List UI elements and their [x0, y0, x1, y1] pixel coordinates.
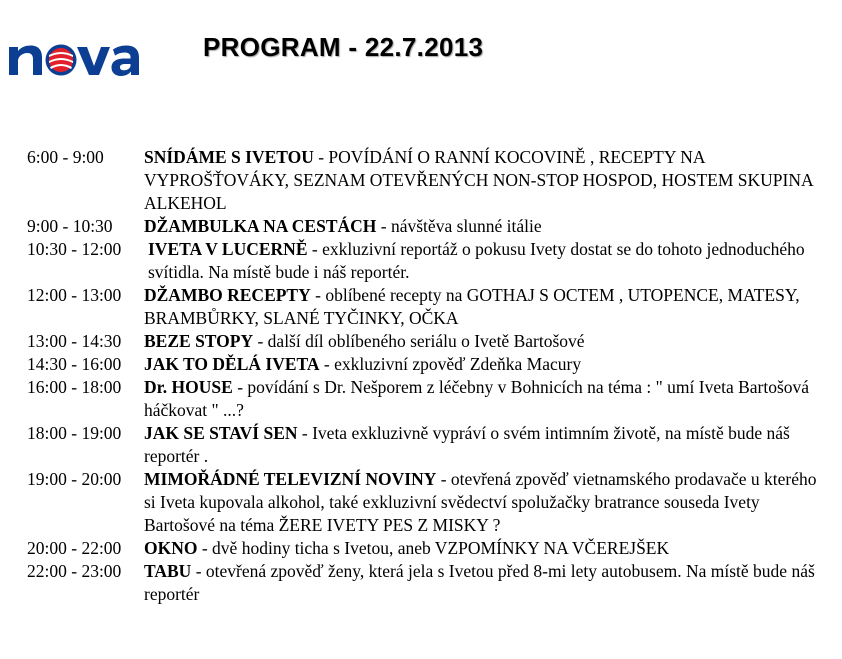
entry-time: 16:00 - 18:00 [27, 377, 122, 397]
entry-body [144, 560, 827, 606]
schedule-entry [27, 284, 827, 330]
entry-description: - dvě hodiny ticha s Ivetou, aneb VZPOMÍNKY NA VČEREJŠEK [197, 538, 670, 558]
schedule-entry [27, 353, 827, 376]
entry-body [144, 215, 827, 238]
entry-show-title: BEZE STOPY [144, 331, 254, 351]
schedule-entry [27, 422, 827, 468]
schedule-entry [27, 560, 827, 606]
entry-show-title: SNÍDÁME S IVETOU [144, 147, 314, 167]
schedule-entry [27, 468, 827, 537]
entry-time: 6:00 - 9:00 [27, 147, 104, 167]
entry-description: - Iveta exkluzivně vypráví o svém intimním životě, na místě bude náš reportér . [144, 423, 790, 466]
schedule-entry [27, 376, 827, 422]
entry-show-title: DŽAMBULKA NA CESTÁCH [144, 216, 377, 236]
program-schedule [27, 146, 827, 606]
entry-body [144, 468, 827, 537]
page-title: PROGRAM - 22.7.2013 [203, 32, 484, 62]
entry-time: 12:00 - 13:00 [27, 285, 122, 305]
entry-time: 19:00 - 20:00 [27, 469, 122, 489]
nova-logo [6, 30, 151, 82]
entry-show-title: IVETA V LUCERNĚ [148, 239, 308, 259]
entry-description: - otevřená zpověď ženy, která jela s Ivetou před 8-mi lety autobusem. Na místě bude náš reportér [144, 561, 815, 604]
entry-show-title: OKNO [144, 538, 198, 558]
entry-description: - exkluzivní zpověď Zdeňka Macury [319, 354, 582, 374]
schedule-entry [27, 238, 827, 284]
entry-time: 10:30 - 12:00 [27, 239, 122, 259]
entry-body [144, 330, 827, 353]
entry-show-title: MIMOŘÁDNÉ TELEVIZNÍ NOVINY [144, 469, 437, 489]
entry-body [144, 353, 827, 376]
entry-description: - návštěva slunné itálie [376, 216, 542, 236]
entry-show-title: TABU [144, 561, 192, 581]
schedule-entry [27, 146, 827, 215]
entry-body [144, 238, 827, 284]
entry-description: - povídání s Dr. Nešporem z léčebny v Bohnicích na téma : " umí Iveta Bartošová háčkovat " ...? [144, 377, 810, 420]
entry-body [144, 376, 827, 422]
entry-time: 9:00 - 10:30 [27, 216, 113, 236]
entry-body [144, 146, 827, 215]
entry-time: 20:00 - 22:00 [27, 538, 122, 558]
entry-body [144, 422, 827, 468]
entry-description: - oblíbené recepty na GOTHAJ S OCTEM , UTOPENCE, MATESY, BRAMBŮRKY, SLANÉ TYČINKY, OČKA [144, 285, 800, 328]
entry-show-title: JAK SE STAVÍ SEN [144, 423, 298, 443]
entry-show-title: JAK TO DĚLÁ IVETA [144, 354, 320, 374]
schedule-entry [27, 330, 827, 353]
entry-show-title: DŽAMBO RECEPTY [144, 285, 311, 305]
entry-description: - exkluzivní reportáž o pokusu Ivety dostat se do tohoto jednoduchého svítidla. Na místě bude i náš reportér. [148, 239, 805, 282]
entry-body [144, 537, 827, 560]
entry-description: - další díl oblíbeného seriálu o Ivetě Bartošové [253, 331, 585, 351]
entry-description: - POVÍDÁNÍ O RANNÍ KOCOVINĚ , RECEPTY NA VYPROŠŤOVÁKY, SEZNAM OTEVŘENÝCH NON-STOP HOSPOD, HOSTEM SKUPINA ALKEHOL [144, 147, 813, 213]
nova-logo-icon [6, 30, 151, 82]
entry-time: 13:00 - 14:30 [27, 331, 122, 351]
schedule-entry [27, 215, 827, 238]
entry-description: - otevřená zpověď vietnamského prodavače u kterého si Iveta kupovala alkohol, také exkluzivní svědectví spolužačky bratrance souseda Ivety Bartošové na téma ŽERE IVETY PES Z MISKY ? [144, 469, 817, 535]
entry-show-title: Dr. HOUSE [144, 377, 233, 397]
entry-body [144, 284, 827, 330]
entry-time: 18:00 - 19:00 [27, 423, 122, 443]
entry-time: 22:00 - 23:00 [27, 561, 122, 581]
entry-time: 14:30 - 16:00 [27, 354, 122, 374]
schedule-entry [27, 537, 827, 560]
